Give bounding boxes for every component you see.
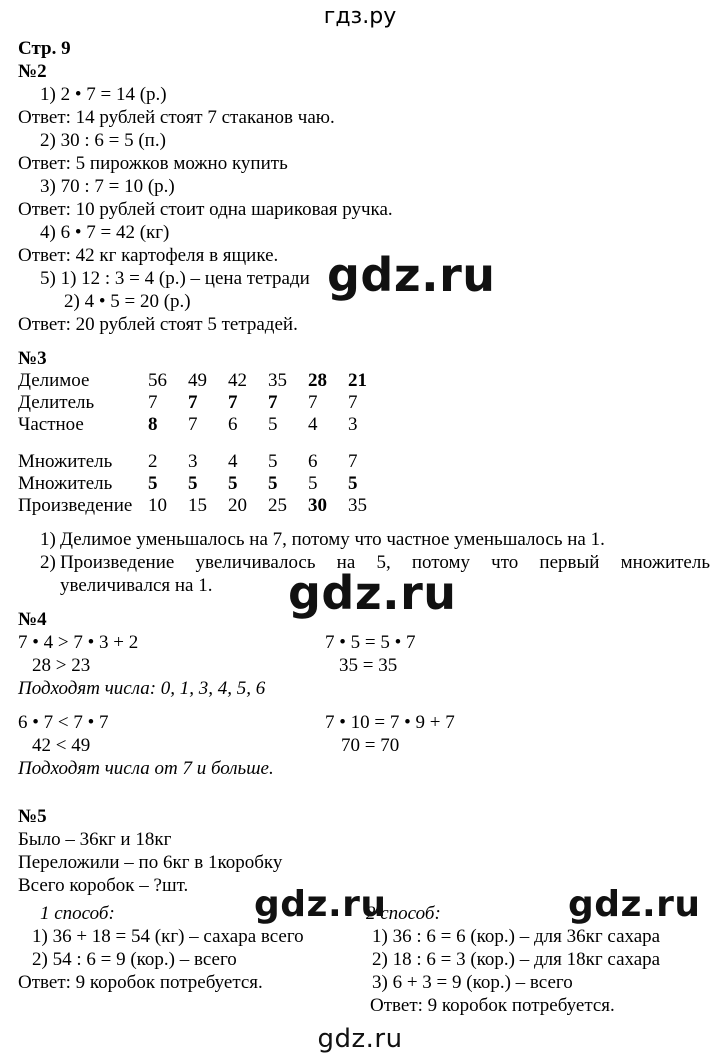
way2-answer: Ответ: 9 коробок потребуется. <box>370 995 615 1016</box>
table-cell: 6 <box>308 451 318 472</box>
watermark: gdz.ru <box>288 566 457 620</box>
table-cell: 49 <box>188 370 207 391</box>
answer-note: Подходят числа: 0, 1, 3, 4, 5, 6 <box>18 678 266 699</box>
task2-line: Ответ: 14 рублей стоят 7 стаканов чаю. <box>18 107 335 128</box>
table-cell: 35 <box>268 370 287 391</box>
given-line: Переложили – по 6кг в 1коробку <box>18 852 283 873</box>
row-label: Делитель <box>18 392 95 413</box>
equality-result: 70 = 70 <box>341 735 400 756</box>
table-cell: 7 <box>228 392 238 413</box>
table-cell: 15 <box>188 495 207 516</box>
task2-line: Ответ: 5 пирожков можно купить <box>18 153 288 174</box>
table-cell: 5 <box>348 473 358 494</box>
given-line: Всего коробок – ?шт. <box>18 875 189 896</box>
division-table <box>18 370 388 436</box>
inequality-result: 42 < 49 <box>32 735 91 756</box>
row-label: Множитель <box>18 451 113 472</box>
row-label: Множитель <box>18 473 113 494</box>
table-row <box>18 495 388 517</box>
table-cell: 8 <box>148 414 158 435</box>
table-cell: 5 <box>188 473 198 494</box>
row-label: Частное <box>18 414 84 435</box>
task2-line: Ответ: 42 кг картофеля в ящике. <box>18 245 279 266</box>
note-number: 2) <box>40 552 56 573</box>
table-cell: 5 <box>148 473 158 494</box>
task2-line: 5) 1) 12 : 3 = 4 (р.) – цена тетради <box>40 268 310 289</box>
row-label: Делимое <box>18 370 90 391</box>
task2-line: 2) 30 : 6 = 5 (п.) <box>40 130 166 151</box>
watermark: gdz.ru <box>568 884 701 925</box>
inequality-result: 28 > 23 <box>32 655 91 676</box>
table-cell: 3 <box>188 451 198 472</box>
page-ref: Стр. 9 <box>18 38 71 59</box>
way2-step: 3) 6 + 3 = 9 (кор.) – всего <box>372 972 573 993</box>
way1-answer: Ответ: 9 коробок потребуется. <box>18 972 263 993</box>
way1-title: 1 способ: <box>40 903 115 924</box>
task2-line: 2) 4 • 5 = 20 (р.) <box>64 291 191 312</box>
table-cell: 7 <box>148 392 158 413</box>
multiplication-table <box>18 451 388 517</box>
table-row <box>18 392 388 414</box>
table-row <box>18 473 388 495</box>
task2-line: Ответ: 20 рублей стоят 5 тетрадей. <box>18 314 298 335</box>
table-cell: 5 <box>228 473 238 494</box>
table-cell: 5 <box>268 451 278 472</box>
table-cell: 2 <box>148 451 158 472</box>
table-cell: 5 <box>268 414 278 435</box>
equality-result: 35 = 35 <box>339 655 398 676</box>
task2-line: 4) 6 • 7 = 42 (кг) <box>40 222 170 243</box>
answer-note: Подходят числа от 7 и больше. <box>18 758 274 779</box>
way2-step: 1) 36 : 6 = 6 (кор.) – для 36кг сахара <box>372 926 661 947</box>
table-cell: 35 <box>348 495 367 516</box>
inequality: 7 • 4 > 7 • 3 + 2 <box>18 632 139 653</box>
table-cell: 10 <box>148 495 167 516</box>
table-cell: 30 <box>308 495 327 516</box>
task2-number: №2 <box>18 61 47 82</box>
task2-line: 1) 2 • 7 = 14 (р.) <box>40 84 167 105</box>
task4-number: №4 <box>18 609 47 630</box>
task5-number: №5 <box>18 806 47 827</box>
table-cell: 5 <box>308 473 318 494</box>
inequality: 6 • 7 < 7 • 7 <box>18 712 109 733</box>
table-cell: 7 <box>188 414 198 435</box>
table-cell: 7 <box>348 451 358 472</box>
way1-step: 2) 54 : 6 = 9 (кор.) – всего <box>32 949 237 970</box>
watermark: gdz.ru <box>327 248 496 302</box>
table-cell: 42 <box>228 370 247 391</box>
way1-step: 1) 36 + 18 = 54 (кг) – сахара всего <box>32 926 304 947</box>
table-cell: 4 <box>308 414 318 435</box>
given-line: Было – 36кг и 18кг <box>18 829 172 850</box>
table-cell: 28 <box>308 370 327 391</box>
watermark: gdz.ru <box>254 884 387 925</box>
site-header: гдз.ру <box>323 4 397 29</box>
table-cell: 7 <box>268 392 278 413</box>
way2-step: 2) 18 : 6 = 3 (кор.) – для 18кг сахара <box>372 949 661 970</box>
table-cell: 7 <box>188 392 198 413</box>
note-text: Произведение увеличивалось на 5, потому что первый множитель <box>60 552 710 573</box>
task2-line: 3) 70 : 7 = 10 (р.) <box>40 176 175 197</box>
row-label: Произведение <box>18 495 133 516</box>
note-text: Делимое уменьшалось на 7, потому что частное уменьшалось на 1. <box>60 529 605 550</box>
table-cell: 5 <box>268 473 278 494</box>
table-cell: 3 <box>348 414 358 435</box>
note-continuation: увеличивался на 1. <box>60 575 213 596</box>
table-row <box>18 451 388 473</box>
watermark: gdz.ru <box>317 1024 403 1054</box>
equality: 7 • 5 = 5 • 7 <box>325 632 416 653</box>
task3-number: №3 <box>18 348 47 369</box>
table-cell: 4 <box>228 451 238 472</box>
table-cell: 6 <box>228 414 238 435</box>
note-number: 1) <box>40 529 56 550</box>
table-cell: 7 <box>348 392 358 413</box>
table-cell: 20 <box>228 495 247 516</box>
table-row <box>18 414 388 436</box>
equality: 7 • 10 = 7 • 9 + 7 <box>325 712 455 733</box>
table-cell: 21 <box>348 370 367 391</box>
table-row <box>18 370 388 392</box>
way2-title: 2 способ: <box>366 903 441 924</box>
task2-line: Ответ: 10 рублей стоит одна шариковая ручка. <box>18 199 393 220</box>
table-cell: 25 <box>268 495 287 516</box>
table-cell: 7 <box>308 392 318 413</box>
table-cell: 56 <box>148 370 167 391</box>
